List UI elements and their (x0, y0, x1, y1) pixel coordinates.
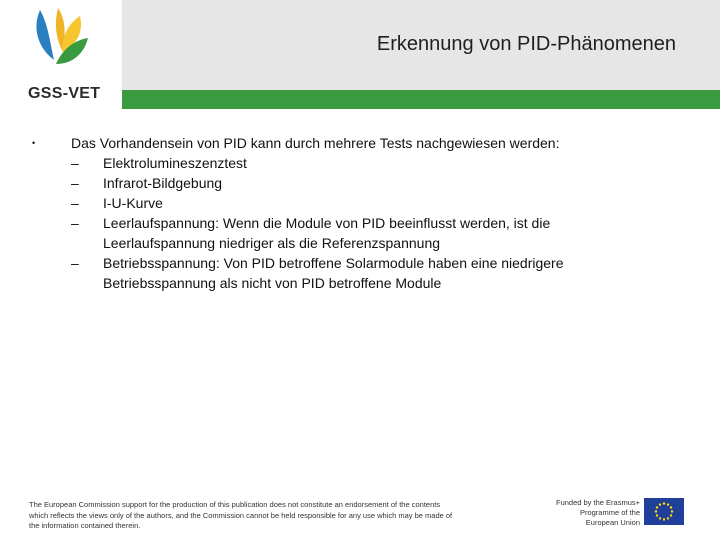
list-item (30, 213, 630, 253)
list-item-text: Elektrolumineszenztest (103, 155, 247, 171)
dash-icon: – (71, 155, 79, 171)
dash-icon: – (71, 175, 79, 191)
list-item (30, 173, 630, 193)
funded-by-text: Funded by the Erasmus+ Programme of the European Union (555, 498, 640, 527)
bullet-icon: • (32, 138, 36, 148)
leaf-logo-icon (30, 6, 94, 80)
dash-icon: – (71, 215, 79, 231)
slide-content (30, 133, 630, 293)
list-item-text: Leerlaufspannung: Wenn die Module von PID beeinflusst werden, ist die Leerlaufspannung niedriger als die Referenzspannung (103, 215, 551, 251)
eu-flag-icon (644, 498, 684, 525)
list-item-text: Infrarot-Bildgebung (103, 175, 223, 191)
list-item (30, 193, 630, 213)
sub-list (30, 153, 630, 293)
logo-text: GSS-VET (28, 85, 101, 102)
dash-icon: – (71, 255, 79, 271)
list-item-text: Betriebsspannung: Von PID betroffene Solarmodule haben eine niedrigere Betriebsspannung als nicht von PID betroffene Module (103, 255, 564, 291)
main-bullet (30, 133, 630, 153)
list-item-text: I-U-Kurve (103, 195, 163, 211)
gss-vet-logo (22, 6, 104, 106)
main-bullet-text: Das Vorhandensein von PID kann durch mehrere Tests nachgewiesen werden: (71, 135, 560, 151)
header-accent-bar (122, 90, 720, 109)
page-title: Erkennung von PID-Phänomenen (376, 33, 676, 55)
disclaimer-text: The European Commission support for the production of this publication does not constitute an endorsement of the contents which reflects the views only of the authors, and the Commission cannot be held responsible for any use which may be made of the information contained therein. (29, 500, 453, 530)
list-item (30, 253, 630, 293)
dash-icon: – (71, 195, 79, 211)
list-item (30, 153, 630, 173)
